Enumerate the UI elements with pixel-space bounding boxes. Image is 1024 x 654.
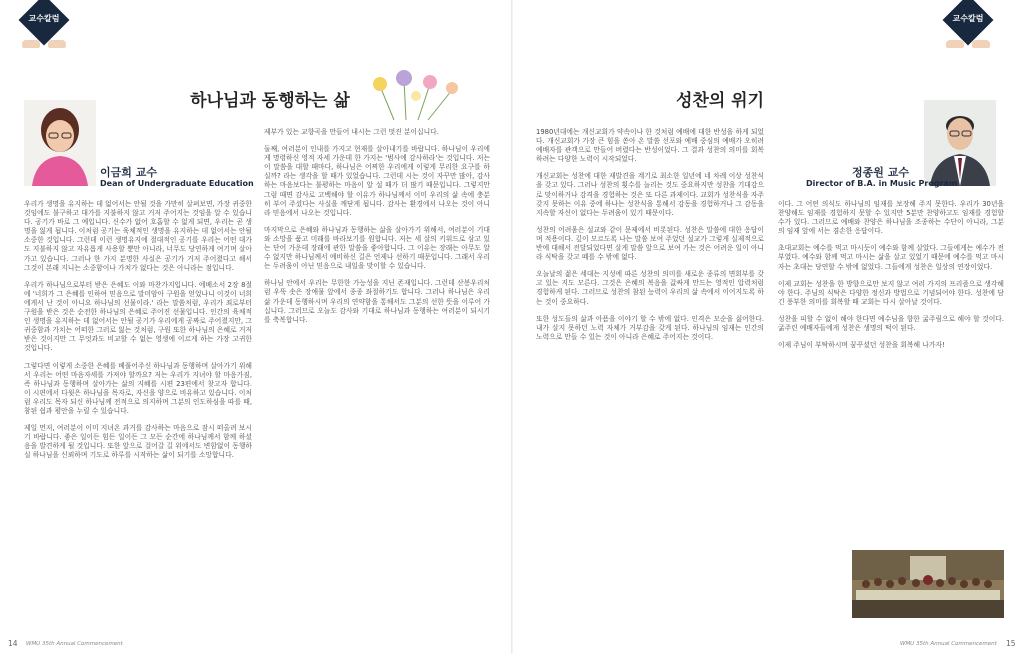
author-portrait bbox=[24, 100, 96, 186]
author-name: 정종원 교수 bbox=[852, 166, 909, 179]
paragraph: 우리가 하나님으로부터 받은 은혜도 이와 마찬가지입니다. 에베소서 2장 8절에 '너희가 그 은혜를 인하여 믿음으로 말미암아 구원을 얻었나니 이것이 너희에게서 난 것이 아니요 하나님의 선물이라.' 라는 말씀처럼, 우리가 죄로부터 구원을 받은 것은 순전한 하나님의 은혜로 주어진 선물입니다. 인간의 육체적인 생명을 유지하는 데 없어서는 안될 공기가 우리에게 공짜로 주어졌지만, 그귀중함과 가치는 어떠한 그러로 잃는 것처럼, 구원 또한 하나님의 은혜로 거저 받은 것이지만 그 무엇과도 비교할 수 없는 영생에 이르게 하는 가장 고귀한 것입니다. bbox=[24, 280, 252, 353]
author-role: Dean of Undergraduate Education bbox=[100, 179, 254, 188]
author-portrait bbox=[924, 100, 996, 186]
section-badge-left bbox=[18, 2, 70, 54]
article-column-2 bbox=[778, 200, 1004, 542]
paragraph: 오늘날의 젊은 세대는 지성에 따른 성찬의 의미를 새로운 종류의 면회부를 갖고 있는 지도 모른다. 그것은 은혜의 복음을 값싸게 만드는 영적인 압력처럼 경험하게 된다. 그러므로 성찬의 참된 능력이 우리의 삶 속에서 이어지도록 하는 것이 중요하다. bbox=[536, 270, 764, 306]
paragraph: 이제 주님이 부탁하시며 꿈꾸셨던 성찬을 회복해 나가자! bbox=[778, 341, 945, 350]
paragraph: 1980년대에는 개신교회가 약속이나 한 것처럼 예배에 대한 반성을 하게 되었다. 개신교회가 가장 큰 힘을 쏟아 온 말씀 선포와 예배 중심의 예배가 오히려 예배자를 관객으로 만들어 버렸다는 반성이었다. 그 결과 성찬의 의미를 회복하려는 다양한 노력이 시작되었다. bbox=[536, 128, 764, 164]
page-number: 14 bbox=[8, 639, 18, 648]
paragraph: 성찬의 어려움은 설교와 같이 문제에서 비롯된다. 성찬은 말씀에 대한 응답이며 적용이다. 깊이 모르도록 나는 말씀 보여 주었던 설교가 그렇게 실제적으로 반에 대해서 전달되었다면 살게 말씀 앞으로 보여 가는 것은 어려운 일이 아니라 식탁을 갖고 떼를 수 밖에 없다. bbox=[536, 225, 764, 262]
last-supper-painting bbox=[852, 550, 1004, 618]
paragraph: 제부가 있는 교향곡을 만들어 내시는 그런 멋진 분이십니다. bbox=[264, 128, 439, 136]
flowers-illustration bbox=[360, 66, 468, 122]
article-title: 하나님과 동행하는 삶 bbox=[190, 91, 350, 111]
paragraph: 초대교회는 예수를 먹고 마시듯이 예수와 함께 살았다. 그들에게는 예수가 전부였다. 예수와 함께 먹고 마시는 삶을 살고 있었기 때문에 예수를 먹고 마시자는 초대는 당연할 수 밖에 없었다. 그들에게 성찬은 일상의 연장이었다. bbox=[778, 244, 1004, 271]
publication-footer: WMU 35th Annual Commencement bbox=[26, 641, 123, 647]
paragraph: 이다. 그 어떤 의식도 하나님의 임재를 보장해 주지 못한다. 우리가 30년을 찬양해도 임재를 경험하지 못할 수 있지만 5분만 찬양하고도 임재를 경험할 수가 있다. 그러므로 예배와 찬양은 하나님을 조종하는 수단이 아니라, 그분의 임재 앞에 서는 겸손한 응답이다. bbox=[778, 200, 1004, 236]
article-title: 성찬의 위기 bbox=[675, 91, 765, 111]
paragraph: 마지막으로 은혜와 하나님과 동행하는 삶을 살아가기 위해서, 여러분이 기대와 소망을 품고 미래를 바라보기를 원합니다. 저는 세 살의 키워드로 삼고 있는 단어 가운데 장래에 관한 말씀을 좋아합니다. 그 이유는 장래는 아무도 알 수 없지만 하나님께서 예비하신 길은 언제나 선하기 때문입니다. 그래서 우리는 두려움이 아닌 믿음으로 내일을 맞이할 수 있습니다. bbox=[264, 225, 490, 271]
praying-hands-icon bbox=[946, 40, 990, 50]
praying-hands-icon bbox=[22, 40, 66, 50]
paragraph: 하나님 안에서 우리는 무한한 가능성을 지닌 존재입니다. 그런데 산봉우리처럼 우뚝 솟은 장애물 앞에서 종종 좌절하기도 합니다. 그러나 하나님은 우리 삶 가운데 동행하시며 우리의 연약함을 통해서도 그분의 선한 뜻을 이루어 가십니다. 그러므로 오늘도 감사와 기대로 하나님과 동행하는 여러분이 되시기를 축복합니다. bbox=[264, 279, 490, 324]
paragraph: 이제 교회는 성찬을 한 방향으로만 보지 않고 여러 가지의 프리즘으로 생각해야 한다. 주님의 식탁은 다양한 정신과 방법으로 기념되어야 한다. 성찬에 담긴 풍부한 의미를 회복할 때 교회는 다시 살아날 것이다. bbox=[778, 279, 1004, 306]
section-badge-label: 교수칼럼 bbox=[28, 14, 60, 23]
section-badge-right bbox=[942, 2, 994, 54]
paragraph: 그렇다면 이렇게 소중한 은혜를 베풀어주신 하나님과 동행하며 살아가기 위해서 우리는 어떤 마음자세를 가져야 할까요? 저는 우리가 지녀야 할 마음가짐, 즉 하나님과 동행하며 살아가는 삶의 지혜를 시편 23편에서 찾고자 합니다. 이 시편에서 다윗은 하나님을 목자로, 자신을 양으로 비유하고 있습니다. 이처럼 우리도 목자 되신 하나님께 전적으로 의지하며 그분의 인도하심을 따를 때, 참된 쉼과 평안을 누릴 수 있습니다. bbox=[24, 361, 252, 415]
paragraph: 성찬을 피할 수 없이 해야 한다면 예수님을 향한 굶주림으로 해야 할 것이다. 굶주린 예배자들에게 성찬은 생명의 떡이 된다. bbox=[778, 314, 1004, 333]
paragraph: 둘째, 여러분이 인내를 가지고 현재를 살아내기를 바랍니다. 하나님이 우리에게 명령하신 영적 자세 가운데 한 가지는 '범사에 감사하라'는 것입니다. 저는 이 말씀을 대할 때마다, 하나님은 어찌한 우리에게 이렇게 무리한 요구를 하실까? 라는 생각을 할 때가 있었습니다. 그런데 시는 것이 자꾸만 많아, 감사하는 마음보다는 불평하는 마음이 앞 설 때가 더 많기 때문입니다. 그렇지만 그럼 때면 감사로 고백해야 할 이유가 하나님께서 이미 우리의 삶 속에 충분히 부어 주셨다는 사실을 깨닫게 됩니다. 감사는 환경에서 나오는 것이 아니라 믿음에서 나오는 것입니다. bbox=[264, 145, 490, 217]
page-gutter bbox=[511, 0, 513, 654]
paragraph: 개신교회는 성찬에 대한 재발견을 계기로 최소한 일년에 네 차례 이상 성찬식을 갖고 있다. 그러나 성찬의 횟수를 늘리는 것도 중요하지만 성찬을 기대감으로 맞이하거나 감격을 경험하는 것은 또 다른 과제이다. 교회가 성찬식을 자주 갖지 못하는 이유 중에 하나는 성찬식을 통해서 감동을 경험하거나 그 감동을 지속할 자신이 없다는 두려움이 있기 때문이다. bbox=[536, 172, 764, 217]
article-column-1 bbox=[24, 200, 252, 632]
paragraph: 제일 먼저, 여러분이 이미 지녀온 과거를 감사하는 마음으로 잠시 떠올려 보시기 바랍니다. 좋은 일이든 힘든 일이든 그 모든 순간에 하나님께서 함께 하셨음을 발견하게 될 것입니다. 또한 앞으로 걸어갈 길 위에서도 변함없이 동행하실 하나님을 신뢰하며 기도로 하루를 시작하는 삶이 되기를 소망합니다. bbox=[24, 424, 252, 460]
author-name: 이금희 교수 bbox=[100, 166, 157, 179]
page-number: 15 bbox=[1006, 639, 1016, 648]
author-role: Director of B.A. in Music Program bbox=[806, 179, 958, 188]
paragraph: 우리가 생명을 유지하는 데 없어서는 안될 것을 가만히 살펴보면, 가장 귀중한 것임에도 불구하고 대가를 지불하지 않고 거저 주어지는 것임을 알 수 있습니다. 공기가 바로 그 예입니다. 신수가 없어 호흡할 수 없게 되면, 우리는 곧 생명을 잃게 됩니다. 이처럼 공기는 육체적인 생명을 유지하는 데 없어서는 안될 소중한 것입니다. 그런데 이런 생명유지에 절대적인 공기를 우리는 어떤 대가도 지불하지 않고 자유롭게 사용할 뿐만 아니라, 너무도 당연하게 여기며 살아가고 있습니다. 그러나 한 가지 분명한 사실은 공기가 거저 주어졌다고 해서 그것이 본래 지니는 소중함이나 가치가 없다는 것은 아니라는 점입니다. bbox=[24, 200, 252, 272]
article-column-1 bbox=[536, 128, 764, 632]
publication-footer: WMU 35th Annual Commencement bbox=[900, 641, 997, 647]
section-badge-label: 교수칼럼 bbox=[952, 14, 984, 23]
paragraph: 또한 성도들의 삶과 아픔을 이야기 할 수 밖에 없다. 인격은 모순을 싫어한다. 내가 살지 못하던 노력 자체가 거부감을 갖게 된다. 하나님의 임재는 인간의 노력으로 만들 수 있는 것이 아니라 은혜로 주어지는 것이다. bbox=[536, 314, 764, 341]
article-column-2 bbox=[264, 128, 490, 632]
